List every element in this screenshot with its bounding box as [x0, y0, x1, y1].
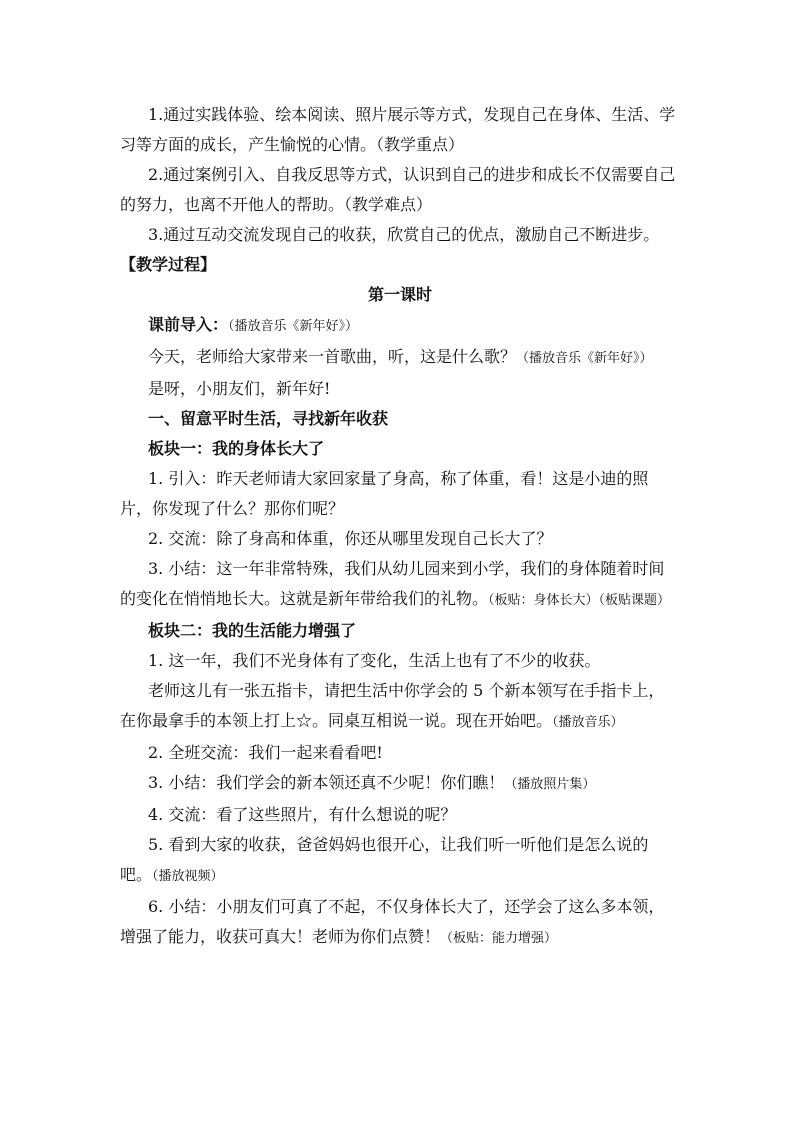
- block-2-item-1b: [120, 676, 680, 738]
- block-2-item-6-text: 6. 小结：小朋友们可真了不起，不仅身体长大了，还学会了这么多本领，增强了能力，收获可真大！老师为你们点赞！: [120, 897, 665, 946]
- section-1-heading: 一、留意平时生活，寻找新年收获: [148, 409, 389, 428]
- intro-text-1-note: （播放音乐《新年好》）: [516, 351, 653, 366]
- block-2-item-3-note: （播放照片集）: [504, 777, 596, 792]
- block-1-item-1: 1. 引入：昨天老师请大家回家量了身高，称了体重，看！这是小迪的照片，你发现了什么？那你们呢？: [120, 469, 649, 518]
- block-1-item-3: [120, 554, 680, 616]
- block-2-item-6: [120, 892, 680, 954]
- block-2-item-5-note: （播放视频）: [152, 869, 224, 884]
- process-heading: 【教学过程】: [120, 255, 217, 274]
- intro-paragraph-2: 是呀，小朋友们，新年好!: [148, 379, 331, 398]
- block-2-item-5: [120, 830, 680, 892]
- block-2-item-2: 2. 全班交流：我们一起来看看吧!: [148, 743, 383, 762]
- intro-note: （播放音乐《新年好》）: [228, 319, 359, 334]
- block-2-item-4: 4. 交流：看了这些照片，有什么想说的呢？: [148, 805, 457, 824]
- objective-2: 2.通过案例引入、自我反思等方式，认识到自己的进步和成长不仅需要自己的努力，也离不开他人的帮助。（教学难点）: [120, 165, 676, 214]
- block-1-item-3-text: 3. 小结：这一年非常特殊，我们从幼儿园来到小学，我们的身体随着时间的变化在悄悄地长大。这就是新年带给我们的礼物。: [120, 559, 665, 608]
- objective-3: 3.通过互动交流发现自己的收获，欣赏自己的优点，激励自己不断进步。: [148, 225, 660, 244]
- block-1-heading: 板块一：我的身体长大了: [148, 439, 325, 458]
- block-1-item-2: 2. 交流：除了身高和体重，你还从哪里发现自己长大了？: [148, 529, 553, 548]
- intro-line: [120, 310, 680, 342]
- block-2-item-1: 1. 这一年，我们不光身体有了变化，生活上也有了不少的收获。: [148, 651, 601, 670]
- objective-1: 1.通过实践体验、绘本阅读、照片展示等方式，发现自己在身体、生活、学习等方面的成长，产生愉悦的心情。（教学重点）: [120, 105, 676, 154]
- block-1-item-3-note-2: （板贴课题）: [598, 593, 671, 608]
- intro-text-1: 今天，老师给大家带来一首歌曲，听，这是什么歌？: [148, 347, 517, 366]
- block-2-item-3-text: 3. 小结：我们学会的新本领还真不少呢！你们瞧！: [148, 773, 505, 792]
- block-2-item-3: [120, 768, 680, 800]
- block-2-item-1b-note: （播放音乐）: [552, 715, 624, 730]
- intro-paragraph-1: [120, 342, 680, 374]
- lesson-title: 第一课时: [367, 285, 432, 304]
- document-body: [120, 100, 680, 954]
- block-2-item-6-note: （板贴：能力增强）: [440, 931, 558, 946]
- intro-label: 课前导入：: [148, 315, 229, 334]
- block-2-item-1b-text: 老师这儿有一张五指卡，请把生活中你学会的 5 个新本领写在手指卡上，在你最拿手的本领上打上☆。同桌互相说一说。现在开始吧。: [120, 681, 665, 730]
- block-2-item-5-text: 5. 看到大家的收获，爸爸妈妈也很开心，让我们听一听他们是怎么说的吧。: [120, 835, 649, 884]
- block-1-item-3-note-1: （板贴：身体长大）: [488, 593, 599, 608]
- block-2-heading: 板块二：我的生活能力增强了: [148, 621, 357, 640]
